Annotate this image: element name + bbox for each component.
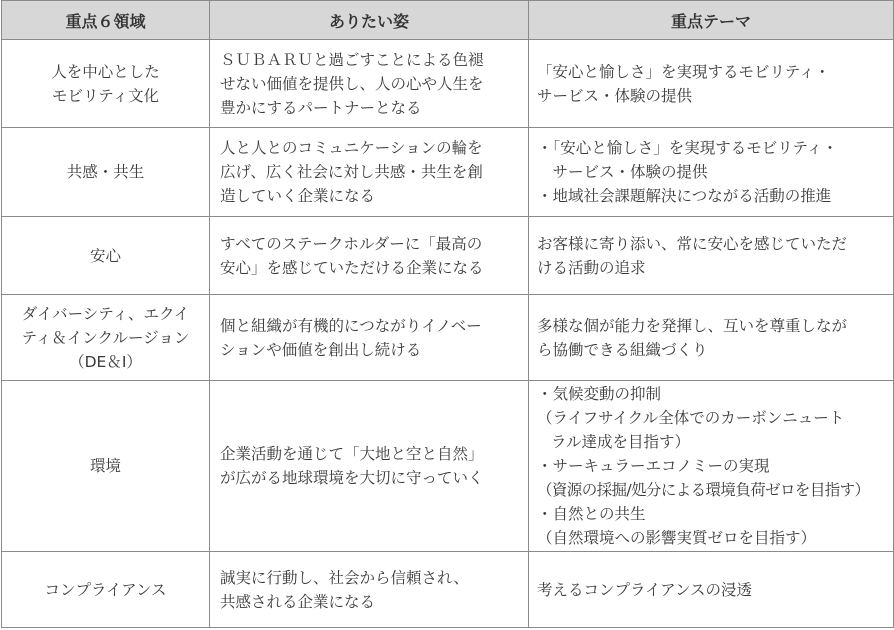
header-theme: 重点テーマ <box>529 1 894 40</box>
area-text: 共感・共生 <box>66 163 145 181</box>
table-row <box>2 40 894 128</box>
theme-cell <box>529 552 894 628</box>
theme-cell <box>529 295 894 381</box>
vision-text: 豊かにするパートナーとなる <box>220 98 422 117</box>
theme-text: ・サーキュラーエコノミーの実現 <box>537 457 770 475</box>
header-row <box>2 1 894 40</box>
theme-text: （ライフサイクル全体でのカーボンニュート <box>537 409 845 427</box>
vision-text: 誠実に行動し、社会から信頼され、 <box>220 568 469 587</box>
theme-cell <box>529 381 894 552</box>
area-text: 人を中心とした <box>51 62 160 81</box>
vision-cell <box>210 128 529 217</box>
area-text: 安心 <box>89 246 121 265</box>
theme-text: ・自然との共生 <box>537 505 646 523</box>
vision-cell <box>210 552 529 628</box>
area-text: モビリティ文化 <box>52 86 159 105</box>
theme-cell <box>529 40 894 128</box>
area-cell <box>2 552 210 628</box>
vision-cell <box>210 381 529 552</box>
theme-cell <box>529 217 894 295</box>
area-cell <box>2 381 210 552</box>
table-row <box>2 295 894 381</box>
area-text: ティ＆インクルージョン <box>21 328 190 347</box>
vision-text: すべてのステークホルダーに「最高の <box>220 234 483 253</box>
vision-text: 安心」を感じていただける企業になる <box>220 258 484 277</box>
table-row <box>2 217 894 295</box>
vision-text: 個と組織が有機的につながりイノベー <box>220 316 482 335</box>
theme-text: ラル達成を目指す） <box>551 433 691 451</box>
theme-text: 「安心と愉しさ」を実現するモビリティ・ <box>537 62 830 81</box>
theme-text: ける活動の追求 <box>537 258 646 277</box>
vision-text: せない価値を提供し、人の心や人生を <box>220 74 484 93</box>
vision-text: 企業活動を通じて「大地と空と自然」 <box>220 445 484 463</box>
theme-text: お客様に寄り添い、常に安心を感じていただ <box>537 234 848 253</box>
theme-text: 考えるコンプライアンスの浸透 <box>537 580 752 599</box>
area-text: ダイバーシティ、エクイ <box>21 304 190 323</box>
area-cell <box>2 128 210 217</box>
vision-text: 人と人とのコミュニケーションの輪を <box>220 139 483 157</box>
priority-areas-table <box>1 0 894 628</box>
theme-text: サービス・体験の提供 <box>537 86 693 105</box>
header-area: 重点６領域 <box>2 1 210 40</box>
theme-text: ・地域社会課題解決につながる活動の推進 <box>537 187 832 205</box>
vision-text: が広がる地球環境を大切に守っていく <box>220 469 484 487</box>
table-row <box>2 552 894 628</box>
vision-cell <box>210 217 529 295</box>
header-vision: ありたい姿 <box>210 1 529 40</box>
theme-text: サービス・体験の提供 <box>537 163 708 181</box>
table-row <box>2 128 894 217</box>
vision-text: ＳＵＢＡＲＵと過ごすことによる色褪 <box>220 50 484 69</box>
vision-text: 共感される企業になる <box>220 592 376 611</box>
theme-text: ら協働できる組織づくり <box>537 340 708 359</box>
theme-text: ・気候変動の抑制 <box>537 385 662 403</box>
vision-text: ションや価値を創出し続ける <box>220 340 422 359</box>
vision-cell <box>210 40 529 128</box>
theme-text: （資源の採掘/処分による環境負荷ゼロを目指す） <box>537 481 870 499</box>
area-cell <box>2 40 210 128</box>
area-text: （DE＆I） <box>69 352 142 371</box>
area-cell <box>2 217 210 295</box>
vision-text: 広げ、広く社会に対し共感・共生を創 <box>220 163 483 181</box>
vision-cell <box>210 295 529 381</box>
area-cell <box>2 295 210 381</box>
vision-text: 造していく企業になる <box>220 187 376 205</box>
area-text: 環境 <box>89 457 121 475</box>
area-text: コンプライアンス <box>44 580 167 599</box>
theme-text: ・「安心と愉しさ」を実現するモビリティ・ <box>537 139 838 157</box>
theme-text: 多様な個が能力を発揮し、互いを尊重しなが <box>537 316 848 335</box>
table-row <box>2 381 894 552</box>
theme-cell <box>529 128 894 217</box>
theme-text: （自然環境への影響実質ゼロを目指す） <box>537 529 817 547</box>
